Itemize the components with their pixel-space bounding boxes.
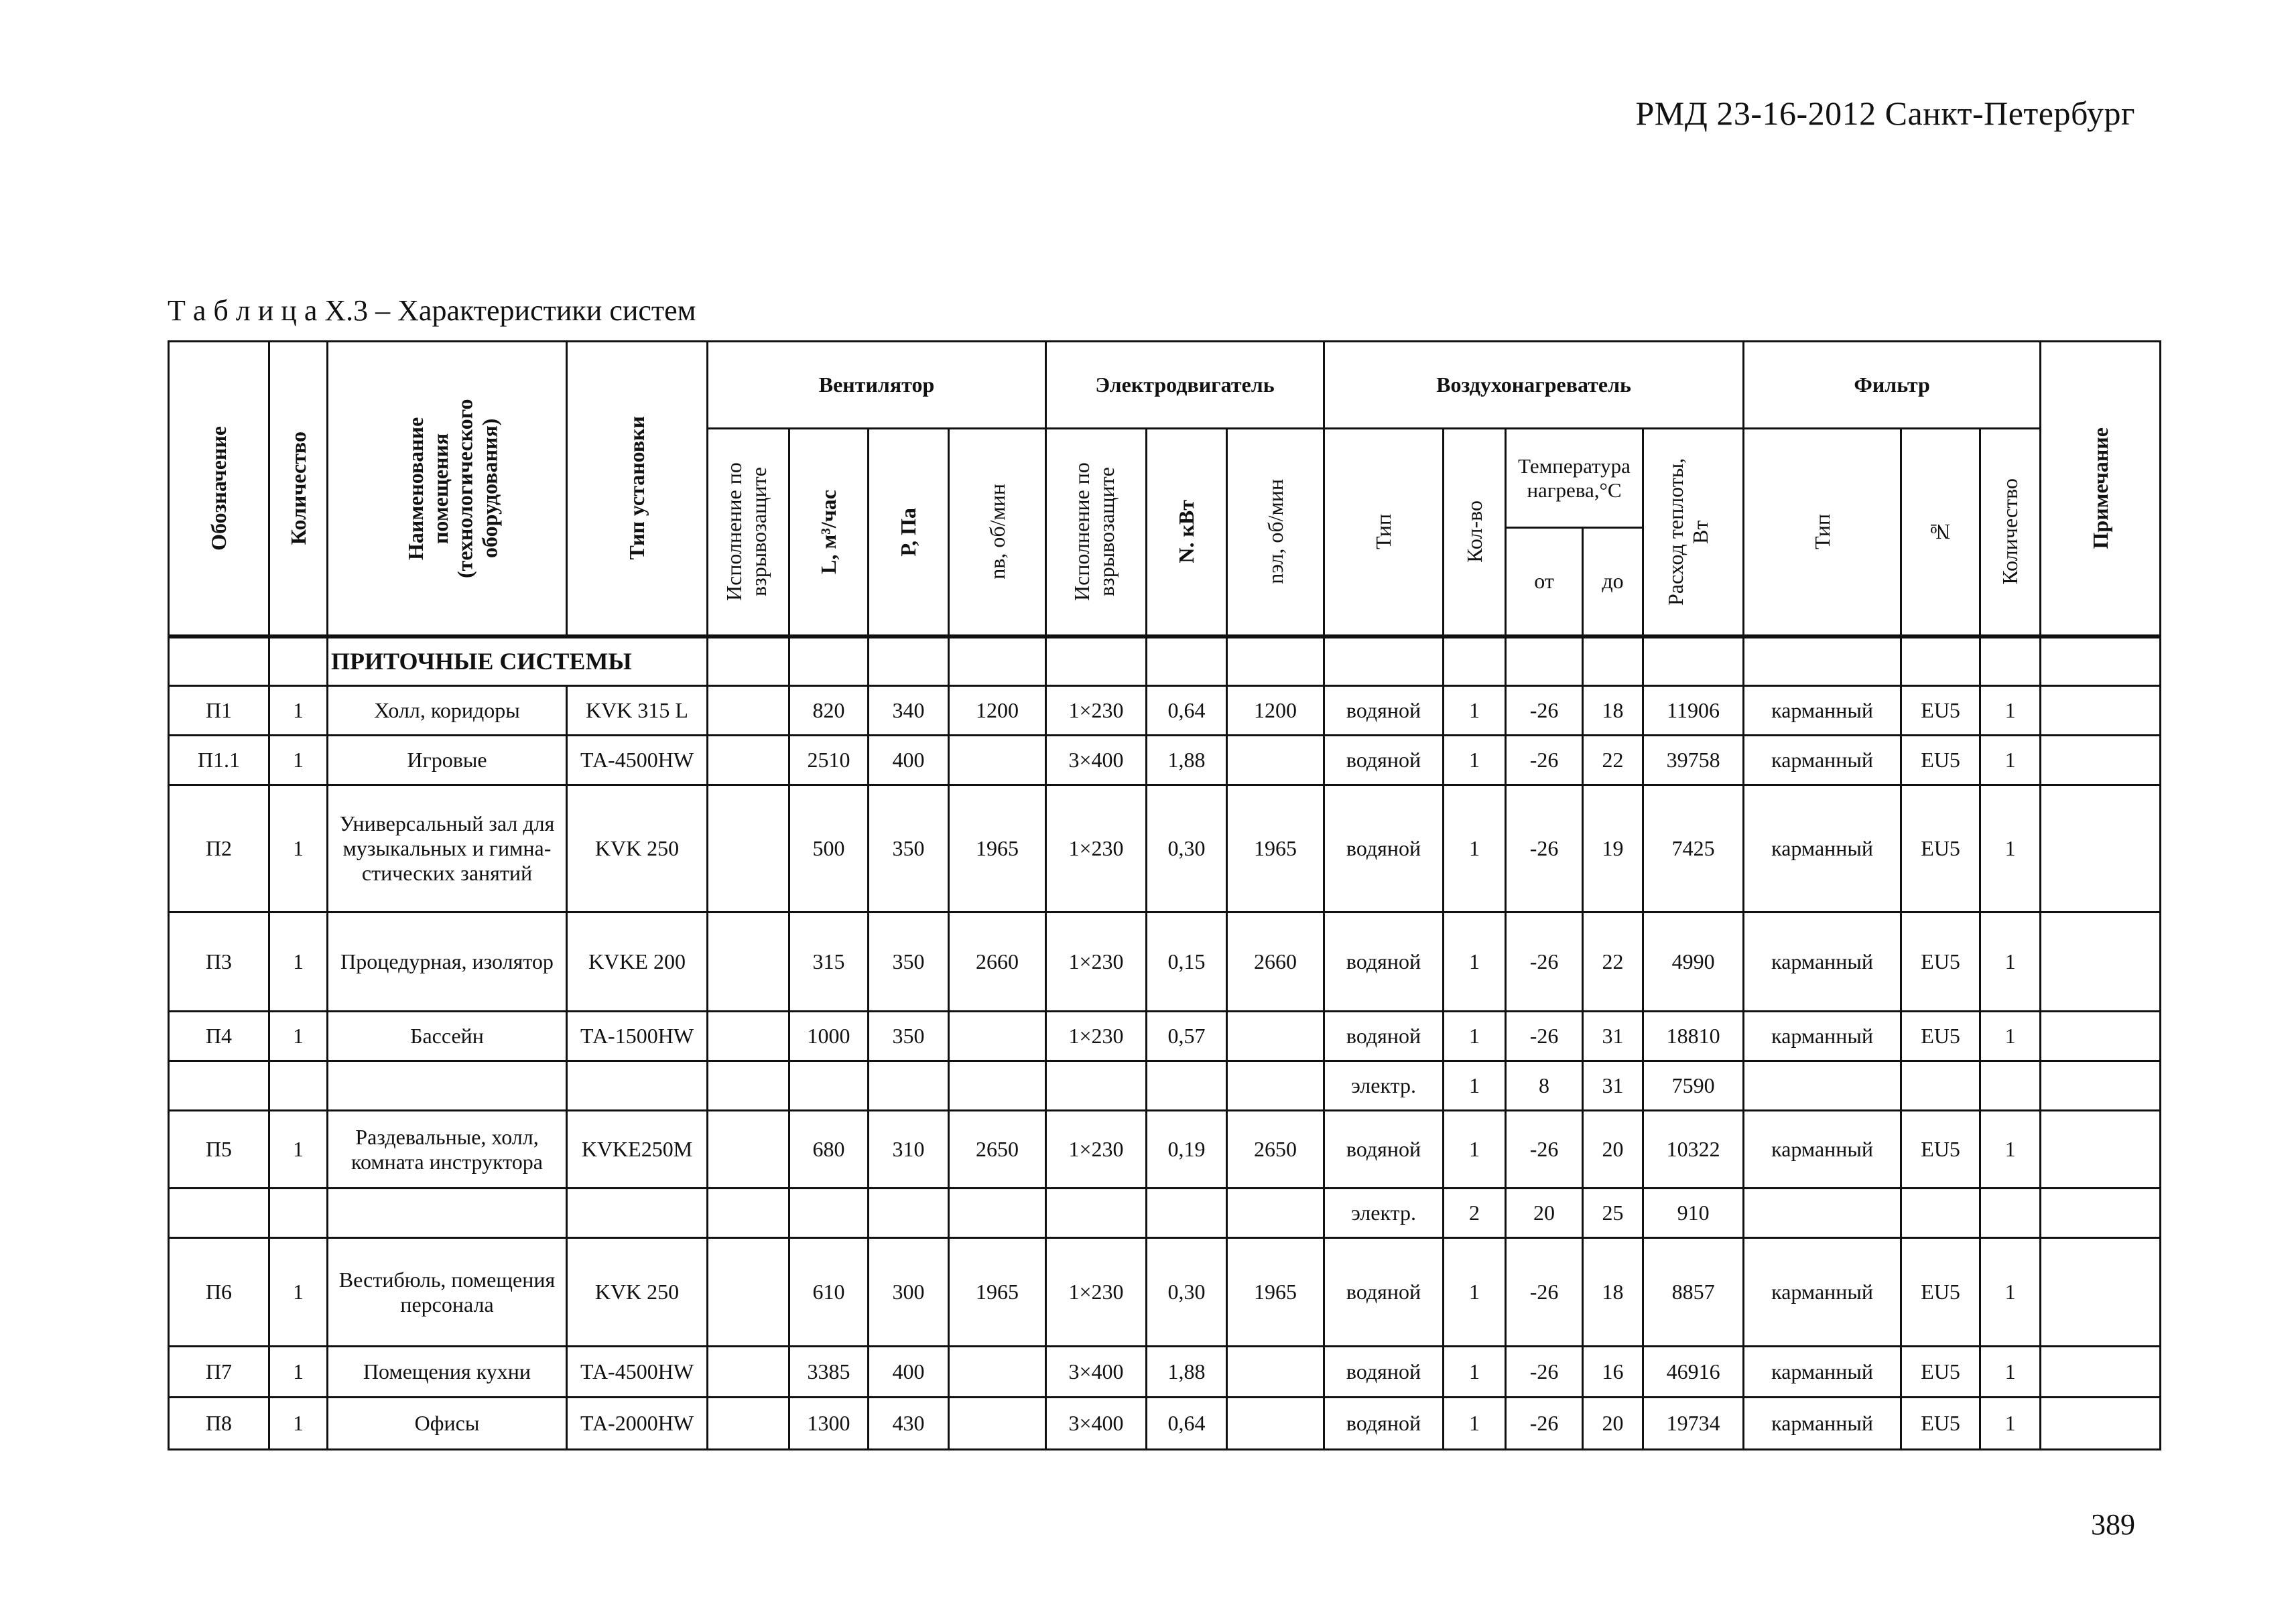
col-filter-qty: Количество [1980,429,2041,636]
cell-m-ex: 3×400 [1046,1347,1147,1398]
cell-note [2041,1061,2161,1111]
cell-f-type: карманный [1744,785,1901,913]
cell-f-no: EU5 [1901,1238,1980,1347]
cell-nv: 1965 [949,785,1046,913]
cell-t-to: 31 [1583,1012,1643,1061]
group-motor: Электродвигатель [1046,342,1324,429]
cell-m-ex: 1×230 [1046,1012,1147,1061]
cell-h-cnt: 1 [1444,686,1506,736]
cell-t-from: -26 [1506,785,1583,913]
cell-nel: 2650 [1227,1111,1324,1189]
cell-t-to: 31 [1583,1061,1643,1111]
cell-fan-ex [708,913,789,1012]
cell-nel [1227,1189,1324,1238]
col-fan-l: L, м³/час [789,429,869,636]
cell-unit: KVKE250M [567,1111,708,1189]
cell-qty: 1 [269,686,328,736]
cell-m-ex [1046,1189,1147,1238]
cell-nv [949,736,1046,785]
cell-f-no: EU5 [1901,686,1980,736]
cell-fan-ex [708,736,789,785]
cell-note [2041,1347,2161,1398]
cell-N: 1,88 [1147,1347,1227,1398]
cell-t-to: 16 [1583,1347,1643,1398]
cell-f-type [1744,1189,1901,1238]
cell-nv: 1200 [949,686,1046,736]
cell-m-ex: 3×400 [1046,1398,1147,1450]
cell-qty: 1 [269,1012,328,1061]
col-heater-from: от [1506,528,1583,636]
cell-t-from: -26 [1506,1012,1583,1061]
cell-h-type: водяной [1324,1347,1444,1398]
cell-f-qty: 1 [1980,1012,2041,1061]
col-note: Примечание [2041,342,2161,636]
cell-nel [1227,1012,1324,1061]
cell-heat: 8857 [1643,1238,1744,1347]
cell-h-type: электр. [1324,1189,1444,1238]
col-fan-explosion: Исполнение по взрывозащите [708,429,789,636]
cell-f-no: EU5 [1901,1012,1980,1061]
cell-m-ex: 1×230 [1046,686,1147,736]
cell-qty [269,1061,328,1111]
col-fan-p: Р, Па [869,429,949,636]
cell-id: П3 [169,913,269,1012]
cell-name: Бассейн [328,1012,567,1061]
cell-h-cnt: 1 [1444,785,1506,913]
table-row [169,686,2161,736]
cell-f-no: EU5 [1901,736,1980,785]
cell-N [1147,1189,1227,1238]
cell-f-qty [1980,1189,2041,1238]
cell-name: Помещения кухни [328,1347,567,1398]
cell-t-from: -26 [1506,686,1583,736]
col-quantity: Количество [269,342,328,636]
section-row [169,636,2161,686]
col-heater-flow: Расход теплоты, Вт [1643,429,1744,636]
cell-N: 0,64 [1147,686,1227,736]
page-number: 389 [2091,1508,2135,1541]
cell-h-type: водяной [1324,736,1444,785]
systems-table [168,340,2161,1450]
cell-t-to: 22 [1583,736,1643,785]
cell-qty [269,1189,328,1238]
cell-name [328,1189,567,1238]
cell-L: 500 [789,785,869,913]
cell-f-type: карманный [1744,1012,1901,1061]
cell-qty: 1 [269,736,328,785]
cell-L: 1000 [789,1012,869,1061]
cell-P: 350 [869,1012,949,1061]
cell-id: П7 [169,1347,269,1398]
table-row [169,785,2161,913]
cell-f-type: карманный [1744,1398,1901,1450]
cell-m-ex: 1×230 [1046,1238,1147,1347]
cell-name [328,1061,567,1111]
cell-h-cnt: 1 [1444,1061,1506,1111]
cell-L [789,1189,869,1238]
cell-id: П6 [169,1238,269,1347]
cell-h-cnt: 1 [1444,1347,1506,1398]
cell-m-ex: 1×230 [1046,785,1147,913]
cell-heat: 910 [1643,1189,1744,1238]
cell-f-qty: 1 [1980,736,2041,785]
cell-N: 0,57 [1147,1012,1227,1061]
cell-nv [949,1012,1046,1061]
document-header: РМД 23-16-2012 Санкт-Петербург [1635,94,2135,132]
cell-P: 300 [869,1238,949,1347]
col-filter-type: Тип [1744,429,1901,636]
cell-note [2041,1189,2161,1238]
cell-P: 310 [869,1111,949,1189]
cell-P: 430 [869,1398,949,1450]
cell-unit: KVK 315 L [567,686,708,736]
col-unit-type: Тип установки [567,342,708,636]
table-row [169,1238,2161,1347]
cell-h-cnt: 1 [1444,1398,1506,1450]
cell-nv [949,1398,1046,1450]
cell-f-type: карманный [1744,1347,1901,1398]
col-motor-n: N. кВт [1147,429,1227,636]
cell-unit: KVK 250 [567,785,708,913]
cell-L: 315 [789,913,869,1012]
section-title: ПРИТОЧНЫЕ СИСТЕМЫ [328,636,708,686]
table-row [169,736,2161,785]
cell-id [169,1061,269,1111]
cell-f-no: EU5 [1901,1398,1980,1450]
cell-heat: 10322 [1643,1111,1744,1189]
cell-fan-ex [708,785,789,913]
cell-h-cnt: 1 [1444,1238,1506,1347]
cell-f-qty: 1 [1980,785,2041,913]
cell-N: 0,30 [1147,785,1227,913]
cell-h-cnt: 1 [1444,1111,1506,1189]
cell-note [2041,913,2161,1012]
col-heater-temp: Температура нагрева,°С [1506,429,1643,528]
cell-nel: 1200 [1227,686,1324,736]
cell-heat: 19734 [1643,1398,1744,1450]
cell-heat: 46916 [1643,1347,1744,1398]
cell-t-to: 19 [1583,785,1643,913]
cell-id: П4 [169,1012,269,1061]
cell-m-ex [1046,1061,1147,1111]
cell-t-from: -26 [1506,913,1583,1012]
cell-t-from: -26 [1506,1238,1583,1347]
cell-fan-ex [708,1189,789,1238]
col-heater-count: Кол-во [1444,429,1506,636]
cell-f-type: карманный [1744,913,1901,1012]
cell-t-to: 20 [1583,1398,1643,1450]
cell-t-to: 25 [1583,1189,1643,1238]
cell-f-no: EU5 [1901,1347,1980,1398]
cell-id: П2 [169,785,269,913]
cell-unit: ТА-4500HW [567,1347,708,1398]
cell-N: 0,19 [1147,1111,1227,1189]
cell-note [2041,1111,2161,1189]
table-row [169,1189,2161,1238]
cell-note [2041,1238,2161,1347]
cell-f-type: карманный [1744,1111,1901,1189]
cell-name: Игровые [328,736,567,785]
col-filter-no: № [1901,429,1980,636]
cell-nv: 2650 [949,1111,1046,1189]
cell-id: П1.1 [169,736,269,785]
cell-f-qty: 1 [1980,686,2041,736]
cell-unit [567,1061,708,1111]
cell-f-no: EU5 [1901,913,1980,1012]
cell-P [869,1061,949,1111]
cell-P: 350 [869,785,949,913]
cell-L: 610 [789,1238,869,1347]
cell-nel: 2660 [1227,913,1324,1012]
cell-nel: 1965 [1227,1238,1324,1347]
cell-nv [949,1061,1046,1111]
cell-f-type [1744,1061,1901,1111]
table-row [169,1347,2161,1398]
cell-f-no: EU5 [1901,1111,1980,1189]
cell-f-type: карманный [1744,1238,1901,1347]
col-motor-rpm: nэл, об/мин [1227,429,1324,636]
cell-h-cnt: 2 [1444,1189,1506,1238]
cell-note [2041,1398,2161,1450]
cell-f-type: карманный [1744,686,1901,736]
table-row [169,913,2161,1012]
group-filter: Фильтр [1744,342,2041,429]
cell-P: 400 [869,736,949,785]
cell-qty: 1 [269,1111,328,1189]
table-row [169,1111,2161,1189]
cell-h-type: водяной [1324,1238,1444,1347]
cell-t-from: -26 [1506,1347,1583,1398]
group-fan: Вентилятор [708,342,1046,429]
cell-name: Раздевальные, холл, комната инструктора [328,1111,567,1189]
table-row [169,1012,2161,1061]
cell-h-type: водяной [1324,1111,1444,1189]
cell-h-type: водяной [1324,785,1444,913]
cell-L [789,1061,869,1111]
cell-t-from: -26 [1506,736,1583,785]
cell-unit: ТА-4500HW [567,736,708,785]
cell-fan-ex [708,1061,789,1111]
cell-name: Офисы [328,1398,567,1450]
cell-note [2041,736,2161,785]
cell-L: 2510 [789,736,869,785]
cell-heat: 39758 [1643,736,1744,785]
cell-P: 340 [869,686,949,736]
cell-h-type: электр. [1324,1061,1444,1111]
cell-f-qty: 1 [1980,913,2041,1012]
cell-L: 1300 [789,1398,869,1450]
cell-f-qty [1980,1061,2041,1111]
cell-fan-ex [708,1012,789,1061]
cell-unit: KVKE 200 [567,913,708,1012]
cell-nv [949,1347,1046,1398]
col-heater-type: Тип [1324,429,1444,636]
cell-t-to: 18 [1583,1238,1643,1347]
cell-unit: KVK 250 [567,1238,708,1347]
cell-nel: 1965 [1227,785,1324,913]
cell-N: 0,64 [1147,1398,1227,1450]
cell-name: Универсальный зал для музыкальных и гимна-стических занятий [328,785,567,913]
cell-name: Холл, коридоры [328,686,567,736]
cell-N: 0,30 [1147,1238,1227,1347]
cell-qty: 1 [269,1238,328,1347]
cell-note [2041,686,2161,736]
cell-id [169,1189,269,1238]
cell-nv: 2660 [949,913,1046,1012]
cell-qty: 1 [269,1398,328,1450]
cell-t-from: -26 [1506,1111,1583,1189]
cell-name: Вестибюль, помещения персонала [328,1238,567,1347]
cell-h-type: водяной [1324,1012,1444,1061]
cell-P: 400 [869,1347,949,1398]
cell-h-type: водяной [1324,686,1444,736]
cell-nel [1227,1398,1324,1450]
cell-t-from: 20 [1506,1189,1583,1238]
cell-f-no [1901,1189,1980,1238]
cell-nv [949,1189,1046,1238]
cell-note [2041,1012,2161,1061]
table-row [169,1061,2161,1111]
cell-t-to: 22 [1583,913,1643,1012]
group-heater: Воздухонагреватель [1324,342,1744,429]
cell-fan-ex [708,1398,789,1450]
cell-fan-ex [708,1238,789,1347]
cell-m-ex: 1×230 [1046,913,1147,1012]
cell-L: 3385 [789,1347,869,1398]
cell-N [1147,1061,1227,1111]
cell-f-qty: 1 [1980,1238,2041,1347]
cell-P [869,1189,949,1238]
cell-nel [1227,736,1324,785]
cell-m-ex: 3×400 [1046,736,1147,785]
cell-f-qty: 1 [1980,1111,2041,1189]
cell-unit: ТА-1500HW [567,1012,708,1061]
col-heater-to: до [1583,528,1643,636]
cell-h-cnt: 1 [1444,913,1506,1012]
cell-unit: ТА-2000HW [567,1398,708,1450]
cell-t-from: 8 [1506,1061,1583,1111]
cell-h-type: водяной [1324,913,1444,1012]
cell-L: 820 [789,686,869,736]
cell-f-type: карманный [1744,736,1901,785]
cell-fan-ex [708,1347,789,1398]
cell-m-ex: 1×230 [1046,1111,1147,1189]
cell-id: П5 [169,1111,269,1189]
cell-nel [1227,1347,1324,1398]
cell-N: 1,88 [1147,736,1227,785]
cell-heat: 11906 [1643,686,1744,736]
cell-f-qty: 1 [1980,1398,2041,1450]
cell-heat: 7590 [1643,1061,1744,1111]
table-row [169,1398,2161,1450]
cell-nv: 1965 [949,1238,1046,1347]
cell-note [2041,785,2161,913]
cell-h-cnt: 1 [1444,1012,1506,1061]
cell-h-type: водяной [1324,1398,1444,1450]
col-designation: Обозначение [169,342,269,636]
col-fan-n: nв, об/мин [949,429,1046,636]
cell-f-qty: 1 [1980,1347,2041,1398]
cell-qty: 1 [269,1347,328,1398]
cell-h-cnt: 1 [1444,736,1506,785]
col-motor-explosion: Исполнение по взрывозащите [1046,429,1147,636]
cell-t-to: 18 [1583,686,1643,736]
cell-N: 0,15 [1147,913,1227,1012]
cell-P: 350 [869,913,949,1012]
cell-f-no: EU5 [1901,785,1980,913]
cell-t-to: 20 [1583,1111,1643,1189]
cell-L: 680 [789,1111,869,1189]
cell-fan-ex [708,1111,789,1189]
cell-f-no [1901,1061,1980,1111]
cell-unit [567,1189,708,1238]
cell-id: П8 [169,1398,269,1450]
table-caption: Т а б л и ц а X.3 – Характеристики систем [168,294,696,327]
cell-heat: 7425 [1643,785,1744,913]
cell-id: П1 [169,686,269,736]
cell-qty: 1 [269,785,328,913]
cell-qty: 1 [269,913,328,1012]
cell-fan-ex [708,686,789,736]
cell-t-from: -26 [1506,1398,1583,1450]
col-room-name: Наименование помещения (технологического оборудования) [328,342,567,636]
cell-nel [1227,1061,1324,1111]
cell-heat: 4990 [1643,913,1744,1012]
cell-name: Процедурная, изолятор [328,913,567,1012]
cell-heat: 18810 [1643,1012,1744,1061]
